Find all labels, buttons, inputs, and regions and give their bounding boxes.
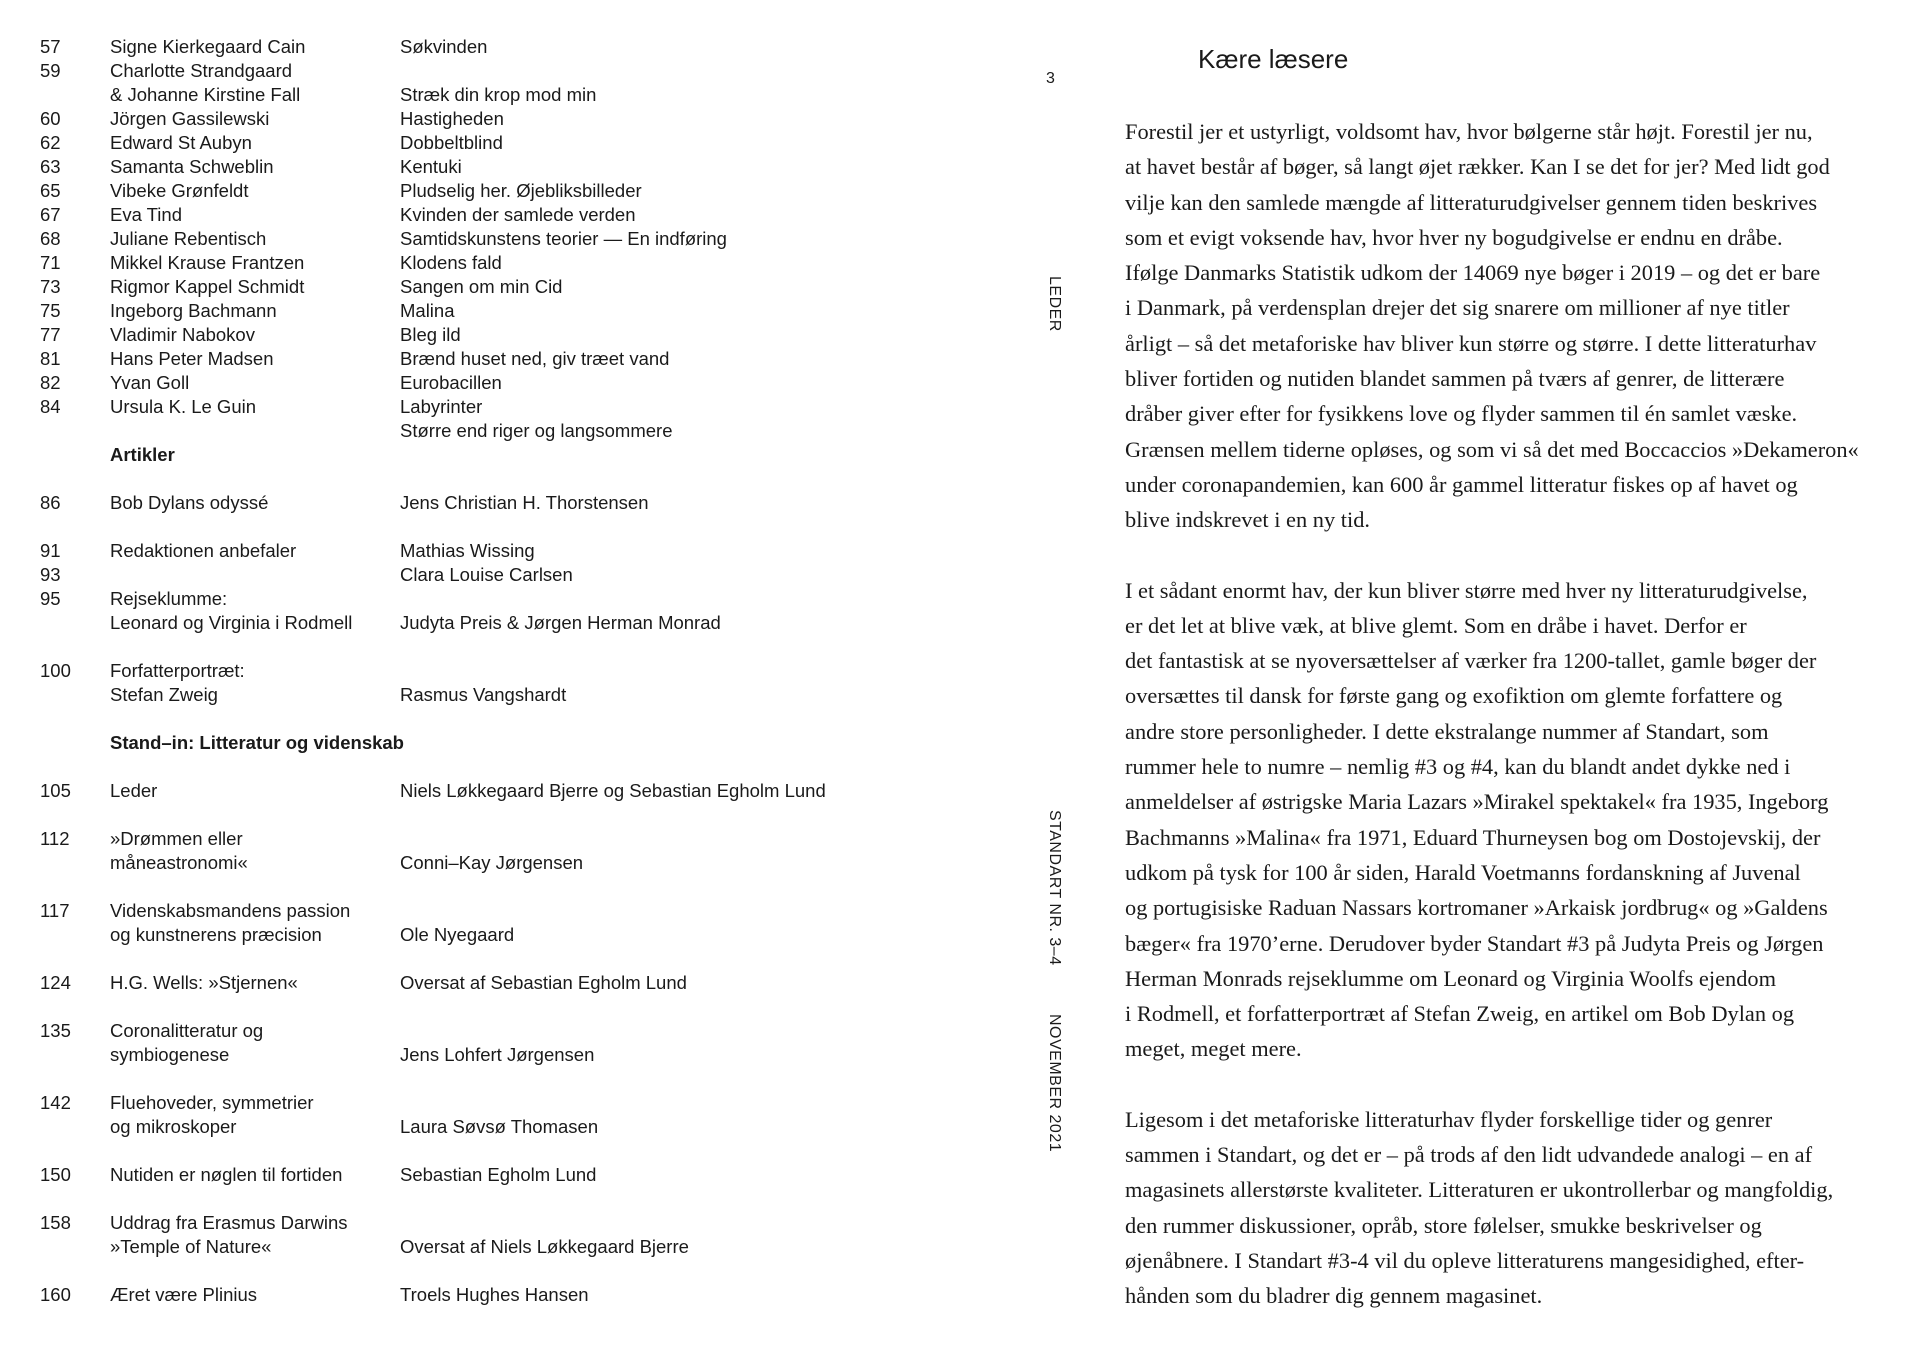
- text-line: Herman Monrads rejseklumme om Leonard og Virginia Woolfs ejendom: [1125, 965, 1777, 991]
- toc-entry[interactable]: [40, 923, 960, 947]
- toc-spacer: [40, 1139, 960, 1163]
- text-line: andre store personligheder. I dette ekstralange nummer af Standart, som: [1125, 718, 1769, 744]
- toc-author: Sebastian Egholm Lund: [400, 1164, 597, 1185]
- table-of-contents: [40, 35, 960, 1307]
- toc-entry[interactable]: [40, 203, 960, 227]
- text-line: rummer hele to numre – nemlig #3 og #4, kan du blandt andet dykke ned i: [1125, 754, 1791, 780]
- toc-author: [400, 659, 960, 683]
- toc-title: Eva Tind: [110, 204, 182, 225]
- toc-page-number: 77: [40, 324, 61, 345]
- toc-page-number: 86: [40, 492, 61, 513]
- toc-spacer: [40, 995, 960, 1019]
- toc-page-number: [40, 683, 110, 707]
- text-line: at havet består af bøger, så langt øjet rækker. Kan I se det for jer? Med lidt god: [1125, 154, 1830, 180]
- toc-entry[interactable]: [40, 1043, 960, 1067]
- toc-spacer: [40, 707, 960, 731]
- toc-title: Rigmor Kappel Schmidt: [110, 276, 305, 297]
- toc-section-heading-articles: Artikler: [110, 444, 175, 465]
- toc-page-number: 117: [40, 900, 70, 921]
- toc-spacer: [40, 1259, 960, 1283]
- toc-page-number: 81: [40, 348, 61, 369]
- toc-entry[interactable]: [40, 1283, 960, 1307]
- toc-page-number: 105: [40, 780, 71, 801]
- toc-author: [400, 1019, 960, 1043]
- toc-entry[interactable]: [40, 779, 960, 803]
- toc-page-number: 93: [40, 564, 61, 585]
- toc-author: [400, 1091, 960, 1115]
- toc-title: Coronalitteratur og: [110, 1020, 264, 1041]
- toc-page-number: 68: [40, 228, 61, 249]
- text-line: bæger« fra 1970’erne. Derudover byder Standart #3 på Judyta Preis og Jørgen: [1125, 930, 1824, 956]
- toc-entry[interactable]: [40, 899, 960, 923]
- toc-page-number: [40, 923, 110, 947]
- toc-author: Sangen om min Cid: [400, 276, 563, 297]
- toc-author: Clara Louise Carlsen: [400, 564, 573, 585]
- toc-entry[interactable]: [40, 1163, 960, 1187]
- text-line: i Danmark, på verdensplan drejer det sig snarere om millioner af nye titler: [1125, 295, 1790, 321]
- editorial-paragraph: [1125, 1102, 1890, 1314]
- toc-author: Troels Hughes Hansen: [400, 1284, 589, 1305]
- toc-title: Ingeborg Bachmann: [110, 300, 277, 321]
- toc-page-number: [40, 1115, 110, 1139]
- toc-author: Søkvinden: [400, 36, 488, 57]
- toc-author: Judyta Preis & Jørgen Herman Monrad: [400, 612, 721, 633]
- toc-author: Labyrinter: [400, 396, 483, 417]
- text-line: under coronapandemien, kan 600 år gammel litteratur fiskes op af havet og: [1125, 471, 1798, 497]
- toc-author: Conni–Kay Jørgensen: [400, 852, 584, 873]
- editorial-paragraph: [1125, 573, 1890, 1067]
- toc-author: Kentuki: [400, 156, 462, 177]
- text-line: bliver fortiden og nutiden blandet sammen på tværs af genrer, de litterære: [1125, 366, 1785, 392]
- text-line: dråber giver efter for fysikkens love og flyder sammen til én samlet væske.: [1125, 401, 1798, 427]
- toc-author: [400, 59, 960, 83]
- editorial-body: [1125, 114, 1890, 1349]
- toc-title: Jörgen Gassilewski: [110, 108, 270, 129]
- toc-spacer: [40, 467, 960, 491]
- text-line: oversættes til dansk for første gang og exofiktion om glemte forfattere og: [1125, 683, 1783, 709]
- toc-title: Forfatterportræt:: [110, 660, 245, 681]
- toc-entry[interactable]: [40, 1211, 960, 1235]
- toc-author: Brænd huset ned, giv træet vand: [400, 348, 670, 369]
- text-line: som et evigt voksende hav, hvor hver ny bogudgivelse er endnu en dråbe.: [1125, 224, 1783, 250]
- toc-page-number: 60: [40, 108, 61, 129]
- toc-page-number: [40, 1235, 110, 1259]
- toc-author: Stræk din krop mod min: [400, 84, 597, 105]
- toc-title: symbiogenese: [110, 1044, 230, 1065]
- toc-spacer: [40, 755, 960, 779]
- toc-page-number: 65: [40, 180, 61, 201]
- toc-entry[interactable]: [40, 659, 960, 683]
- toc-title: H.G. Wells: »Stjernen«: [110, 972, 298, 993]
- toc-title: og kunstnerens præcision: [110, 924, 322, 945]
- text-line: vilje kan den samlede mængde af litteraturudgivelser gennem tiden beskrives: [1125, 189, 1818, 215]
- toc-section-heading-standin: Stand–in: Litteratur og videnskab: [110, 732, 404, 753]
- toc-author: Malina: [400, 300, 455, 321]
- toc-page-number: 150: [40, 1164, 71, 1185]
- toc-spacer: [40, 947, 960, 971]
- text-line: Forestil jer et ustyrligt, voldsomt hav, hvor bølgerne står højt. Forestil jer nu,: [1125, 119, 1813, 144]
- toc-entry[interactable]: [40, 851, 960, 875]
- toc-title: Mikkel Krause Frantzen: [110, 252, 305, 273]
- text-line: i Rodmell, et forfatterportræt af Stefan Zweig, en artikel om Bob Dylan og: [1125, 1001, 1795, 1027]
- toc-title: Redaktionen anbefaler: [110, 540, 297, 561]
- text-line: Ligesom i det metaforiske litteraturhav flyder forskellige tider og genrer: [1125, 1106, 1773, 1132]
- toc-title: Æret være Plinius: [110, 1284, 258, 1305]
- toc-title: »Drømmen eller: [110, 828, 243, 849]
- toc-entry[interactable]: [40, 155, 960, 179]
- issue-label: STANDART NR. 3–4: [1046, 810, 1063, 966]
- toc-entry[interactable]: [40, 1235, 960, 1259]
- toc-spacer: [40, 1067, 960, 1091]
- toc-page-number: 135: [40, 1020, 71, 1041]
- toc-author: Mathias Wissing: [400, 540, 535, 561]
- text-line: Ifølge Danmarks Statistik udkom der 14069 nye bøger i 2019 – og det er bare: [1125, 260, 1821, 286]
- toc-entry[interactable]: [40, 179, 960, 203]
- toc-entry[interactable]: [40, 83, 960, 107]
- toc-entry[interactable]: [40, 587, 960, 611]
- text-line: meget, meget mere.: [1125, 1036, 1302, 1062]
- toc-spacer: [40, 803, 960, 827]
- toc-title: Uddrag fra Erasmus Darwins: [110, 1212, 348, 1233]
- toc-author: Pludselig her. Øjebliksbilleder: [400, 180, 642, 201]
- toc-spacer: [40, 1187, 960, 1211]
- text-line: den rummer diskussioner, opråb, store følelser, smukke beskrivelser og: [1125, 1212, 1762, 1238]
- toc-entry[interactable]: [40, 1019, 960, 1043]
- toc-page-number: 71: [40, 252, 61, 273]
- editorial-title: Kære læsere: [1198, 44, 1349, 74]
- toc-entry[interactable]: [40, 107, 960, 131]
- toc-entry[interactable]: [40, 563, 960, 587]
- toc-page-number: 59: [40, 60, 61, 81]
- toc-entry[interactable]: [40, 419, 960, 443]
- text-line: blive indskrevet i en ny tid.: [1125, 507, 1371, 533]
- page-number: 3: [1046, 70, 1055, 87]
- text-line: I et sådant enormt hav, der kun bliver større med hver ny litteraturudgivelse,: [1125, 577, 1808, 603]
- toc-entry[interactable]: [40, 323, 960, 347]
- toc-page-number: 57: [40, 36, 61, 57]
- toc-title: Vladimir Nabokov: [110, 324, 255, 345]
- toc-page-number: 95: [40, 588, 61, 609]
- toc-title: »Temple of Nature«: [110, 1236, 272, 1257]
- toc-page-number: [40, 611, 110, 635]
- toc-author: Samtidskunstens teorier — En indføring: [400, 228, 727, 249]
- toc-author: Oversat af Sebastian Egholm Lund: [400, 972, 687, 993]
- toc-author: Rasmus Vangshardt: [400, 684, 567, 705]
- text-line: sammen i Standart, og det er – på trods af den lidt udvandede analogi – en af: [1125, 1142, 1813, 1168]
- toc-page-number: 124: [40, 972, 71, 993]
- toc-author: Laura Søvsø Thomasen: [400, 1116, 599, 1137]
- toc-title: & Johanne Kirstine Fall: [110, 84, 301, 105]
- toc-page-number: 82: [40, 372, 61, 393]
- toc-page-number: [40, 83, 110, 107]
- toc-title: Bob Dylans odyssé: [110, 492, 269, 513]
- toc-title: Yvan Goll: [110, 372, 190, 393]
- toc-page-number: 160: [40, 1284, 71, 1305]
- toc-author: Hastigheden: [400, 108, 504, 129]
- toc-author: Kvinden der samlede verden: [400, 204, 636, 225]
- toc-title: Edward St Aubyn: [110, 132, 252, 153]
- text-line: øjenåbnere. I Standart #3-4 vil du opleve litteraturens mangesidighed, efter-: [1125, 1247, 1805, 1273]
- toc-author: Niels Løkkegaard Bjerre og Sebastian Egholm Lund: [400, 780, 826, 801]
- toc-page-number: 63: [40, 156, 61, 177]
- toc-author: [400, 827, 960, 851]
- toc-author: Oversat af Niels Løkkegaard Bjerre: [400, 1236, 689, 1257]
- toc-entry[interactable]: [40, 611, 960, 635]
- toc-title: Signe Kierkegaard Cain: [110, 36, 306, 57]
- toc-page-number: 84: [40, 396, 61, 417]
- toc-entry[interactable]: [40, 227, 960, 251]
- text-line: årligt – så det metaforiske hav bliver kun større og større. I dette litteraturhav: [1125, 330, 1817, 356]
- toc-page-number: [40, 851, 110, 875]
- toc-page-number: 75: [40, 300, 61, 321]
- toc-author: [400, 899, 960, 923]
- text-line: er det let at blive væk, at blive glemt. Som en dråbe i havet. Derfor er: [1125, 612, 1747, 638]
- text-line: det fantastisk at se nyoversættelser af værker fra 1200-tallet, gamle bøger der: [1125, 648, 1817, 674]
- toc-entry[interactable]: [40, 683, 960, 707]
- toc-author: Jens Christian H. Thorstensen: [400, 492, 649, 513]
- toc-title: [110, 419, 400, 443]
- toc-entry[interactable]: [40, 131, 960, 155]
- toc-author: Eurobacillen: [400, 372, 502, 393]
- toc-title: Ursula K. Le Guin: [110, 396, 257, 417]
- toc-entry[interactable]: [40, 1091, 960, 1115]
- toc-page-number: 112: [40, 828, 70, 849]
- toc-author: [400, 1211, 960, 1235]
- toc-title: Rejseklumme:: [110, 588, 228, 609]
- toc-entry[interactable]: [40, 59, 960, 83]
- toc-author: Bleg ild: [400, 324, 461, 345]
- toc-title: Charlotte Strandgaard: [110, 60, 293, 81]
- toc-page-number: 142: [40, 1092, 71, 1113]
- toc-entry[interactable]: [40, 1115, 960, 1139]
- toc-entry[interactable]: [40, 971, 960, 995]
- toc-entry[interactable]: [40, 35, 960, 59]
- toc-spacer: [40, 875, 960, 899]
- toc-entry[interactable]: [40, 275, 960, 299]
- toc-page-number: 91: [40, 540, 61, 561]
- toc-entry[interactable]: [40, 827, 960, 851]
- toc-title: måneastronomi«: [110, 852, 248, 873]
- toc-title: Stefan Zweig: [110, 684, 218, 705]
- text-line: udkom på tysk for 100 år siden, Harald Voetmanns fordanskning af Juvenal: [1125, 859, 1801, 885]
- text-line: Bachmanns »Malina« fra 1971, Eduard Thurneysen bog om Dostojevskij, der: [1125, 824, 1821, 850]
- text-line: anmeldelser af østrigske Maria Lazars »Mirakel spektakel« fra 1935, Ingeborg: [1125, 789, 1829, 815]
- toc-entry[interactable]: [40, 539, 960, 563]
- toc-page-number: 62: [40, 132, 61, 153]
- toc-title: Leder: [110, 780, 158, 801]
- text-line: Grænsen mellem tiderne opløses, og som vi så det med Boccaccios »Dekameron«: [1125, 436, 1859, 462]
- toc-entry[interactable]: [40, 371, 960, 395]
- toc-author: Ole Nyegaard: [400, 924, 515, 945]
- toc-entry[interactable]: [40, 251, 960, 275]
- toc-page-number: 100: [40, 660, 71, 681]
- toc-author: Klodens fald: [400, 252, 502, 273]
- toc-author: Dobbeltblind: [400, 132, 503, 153]
- section-label: LEDER: [1046, 276, 1063, 332]
- toc-page-number: [40, 1043, 110, 1067]
- toc-title: Leonard og Virginia i Rodmell: [110, 612, 353, 633]
- toc-title: Videnskabsmandens passion: [110, 900, 351, 921]
- toc-title: Samanta Schweblin: [110, 156, 274, 177]
- toc-page-number: 73: [40, 276, 61, 297]
- toc-page-number: [40, 419, 110, 443]
- editorial-paragraph: [1125, 114, 1890, 538]
- text-line: hånden som du bladrer dig gennem magasinet.: [1125, 1283, 1543, 1309]
- toc-author: [400, 587, 960, 611]
- toc-page-number: 158: [40, 1212, 71, 1233]
- toc-page-number: 67: [40, 204, 61, 225]
- toc-title: Juliane Rebentisch: [110, 228, 267, 249]
- toc-title: Fluehoveder, symmetrier: [110, 1092, 314, 1113]
- toc-title: [110, 563, 400, 587]
- text-line: og portugisiske Raduan Nassars kortromaner »Arkaisk jordbrug« og »Galdens: [1125, 895, 1828, 921]
- date-label: NOVEMBER 2021: [1046, 1014, 1063, 1153]
- toc-title: Nutiden er nøglen til fortiden: [110, 1164, 343, 1185]
- toc-author: Jens Lohfert Jørgensen: [400, 1044, 595, 1065]
- text-line: magasinets allerstørste kvaliteter. Litteraturen er ukontrollerbar og mangfoldig,: [1125, 1177, 1834, 1203]
- toc-title: Hans Peter Madsen: [110, 348, 274, 369]
- toc-title: Vibeke Grønfeldt: [110, 180, 249, 201]
- toc-spacer: [40, 635, 960, 659]
- toc-title: og mikroskoper: [110, 1116, 237, 1137]
- toc-entry[interactable]: [40, 395, 960, 419]
- toc-entry[interactable]: [40, 299, 960, 323]
- toc-entry[interactable]: [40, 347, 960, 371]
- toc-entry[interactable]: [40, 491, 960, 515]
- toc-spacer: [40, 515, 960, 539]
- toc-author: Større end riger og langsommere: [400, 420, 673, 441]
